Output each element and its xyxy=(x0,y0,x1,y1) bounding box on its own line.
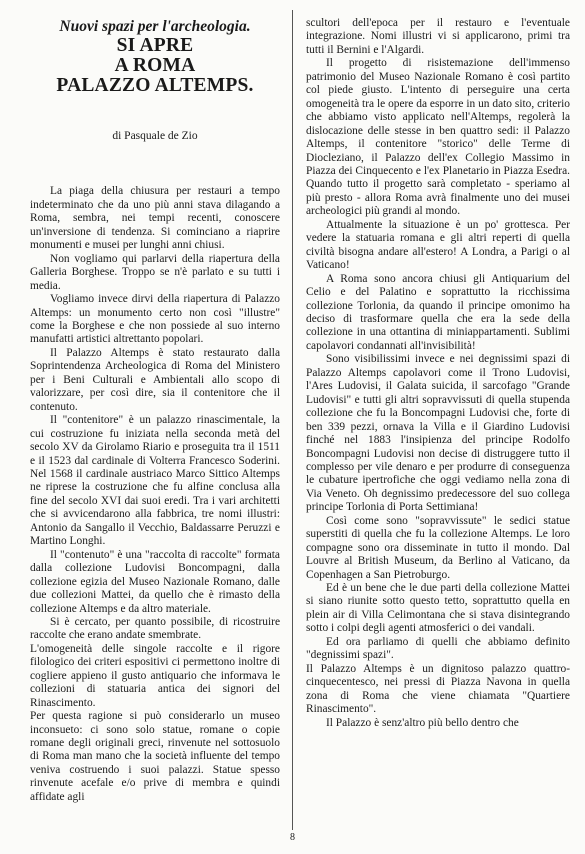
article-byline: di Pasquale de Zio xyxy=(112,130,198,142)
headline-line: SI APRE xyxy=(116,35,194,56)
body-paragraph: Il Palazzo Altemps è un dignitoso palazzo quattro-cinquecentesco, nei pressi di Piazza Navona in quella zona di Roma che viene chiamata "Quartiere Rinascimento". xyxy=(306,662,570,716)
headline-line: PALAZZO ALTEMPS. xyxy=(56,75,254,96)
body-paragraph: Sono visibilissimi invece e nei degnissimi spazi di Palazzo Altemps capolavori come il Trono Ludovisi, l'Ares Ludovisi, il Galata suicida, il sarcofago "Grande Ludovisi" e tutti gli altri sopravvissuti di quella stupenda collezione che fu la Boncompagni Ludovisi che, forte di ben 339 pezzi, ornava la Villa e il Giardino Ludovisi finché nel 1883 l'insipienza del principe Rodolfo Boncompagni Ludovisi non decise di distruggere tutto il complesso per vile denaro e per produrre di conseguenza le cubature ipertrofiche che oggi vediamo nella zona di Via Veneto. Oh degnissimo predecessore del suo collega principe Torlonia di Porta Settimiana! xyxy=(306,353,570,514)
body-paragraph: La piaga della chiusura per restauri a tempo indeterminato che da uno più anni stava dilagando a Roma, sembra, nei tempi recenti, conoscere un'inversione di tendenza. Si cominciano a riaprire monumenti e musei per lunghi anni chiusi. xyxy=(30,185,280,252)
body-paragraph: Così come sono "sopravvissute" le sedici statue superstiti di quella che fu la collezione Altemps. Le loro compagne sono ora disseminate in tutto il mondo. Dal Louvre al British Museum, da Berlino al Vaticano, da Copenhagen a San Pietroburgo. xyxy=(306,514,570,581)
page-number: 8 xyxy=(290,832,295,843)
body-paragraph: scultori dell'epoca per il restauro e l'eventuale integrazione. Nomi illustri vi si applicarono, primi tra tutti il Bernini e l'Algardi. xyxy=(306,17,570,56)
body-paragraph: A Roma sono ancora chiusi gli Antiquarium del Celio e del Palatino e soprattutto la ricchissima collezione Torlonia, da quando il principe omonimo ha deciso di trasformare quella che era la sede della collezione in una ottantina di miniappartamenti. Sublimi capolavori condannati all'invisibilità! xyxy=(306,272,570,352)
column-divider xyxy=(292,10,293,830)
article-kicker: Nuovi spazi per l'archeologia. xyxy=(59,18,251,35)
body-paragraph: Il "contenuto" è una "raccolta di raccolte" formata dalla collezione Ludovisi Boncompagni, dalla collezione egizia del Museo Nazionale Romano, dalle due collezioni Mattei, da quello che è rimasto della collezione Altemps e da altro materiale. xyxy=(30,548,280,615)
headline-line: A ROMA xyxy=(114,55,196,76)
article-headline xyxy=(30,36,280,96)
body-paragraph: Il progetto di risistemazione dell'immenso patrimonio del Museo Nazionale Romano è così partito col piede giusto. L'intento di perseguire una certa omogeneità tra le opere da esporre in un dato sito, criterio che abbiamo visto applicato nell'Altemps, regolerà la dislocazione delle stesse in ben quattro sedi: il Palazzo Altemps, il contenitore "storico" delle Terme di Diocleziano, il Palazzo dell'ex Collegio Massimo in Piazza dei Cinquecento e l'ex Planetario in Piazza Esedra. Quando tutto il progetto sarà completato - speriamo al più presto - allora Roma avrà finalmente uno dei musei archeologici più grandi al mondo. xyxy=(306,57,570,218)
body-paragraph: Vogliamo invece dirvi della riapertura di Palazzo Altemps: un monumento certo non così "illustre" come la Borghese e che non possiede al suo interno manufatti artistici altrettanto popolari. xyxy=(30,293,280,346)
body-paragraph: Il "contenitore" è un palazzo rinascimentale, la cui costruzione fu iniziata nella seconda metà del secolo XV da Girolamo Riario e proseguita tra il 1511 e il 1523 dal cardinale di Volterra Francesco Soderini. Nel 1568 il cardinale austriaco Marco Sittico Altemps ne riprese la costruzione che fu alfine conclusa alla fine del secolo XVI dai suoi eredi. Tra i vari architetti che si avvicendarono alla fabbrica, tre nomi illustri: Antonio da Sangallo il Vecchio, Baldassarre Peruzzi e Martino Longhi. xyxy=(30,414,280,548)
right-column xyxy=(306,17,570,730)
left-column xyxy=(30,18,280,804)
body-paragraph: L'omogeneità delle singole raccolte e il rigore filologico dei criteri espositivi ci permettono inoltre di cogliere appieno il gusto antiquario che informava le collezioni di statuaria antica dei signori del Rinascimento. xyxy=(30,642,280,709)
body-paragraph: Ed ora parliamo di quelli che abbiamo definito "degnissimi spazi". xyxy=(306,635,570,662)
body-paragraph: Il Palazzo è senz'altro più bello dentro che xyxy=(326,716,519,729)
body-paragraph: Ed è un bene che le due parti della collezione Mattei si siano riunite sotto questo tetto, soprattutto quella en plein air di Villa Celimontana che si stava disintegrando sotto i colpi degli agenti atmosferici o dei vandali. xyxy=(306,582,570,635)
body-paragraph: Si è cercato, per quanto possibile, di ricostruire raccolte che erano andate smembrate. xyxy=(30,615,280,642)
body-paragraph: Per questa ragione si può considerarlo un museo inconsueto: ci sono solo statue, romane o copie romane degli originali greci, rinvenute nel sottosuolo di Roma man mano che la società influente del tempo veniva costruendo i suoi palazzi. Statue spesso rinvenute acefale e/o prive di membra e quindi affidate agli xyxy=(30,710,280,803)
body-paragraph: Il Palazzo Altemps è stato restaurato dalla Soprintendenza Archeologica di Roma del Ministero per i Beni Culturali e Ambientali allo scopo di valorizzare, per così dire, sia il contenitore che il contenuto. xyxy=(30,346,280,413)
body-paragraph: Non vogliamo qui parlarvi della riapertura della Galleria Borghese. Troppo se n'è parlato e su tutti i media. xyxy=(30,252,280,292)
body-paragraph: Attualmente la situazione è un po' grottesca. Per vedere la statuaria romana e gli altri reperti di quella civiltà bisogna andare all'estero! A Londra, a Parigi o al Vaticano! xyxy=(306,218,570,272)
